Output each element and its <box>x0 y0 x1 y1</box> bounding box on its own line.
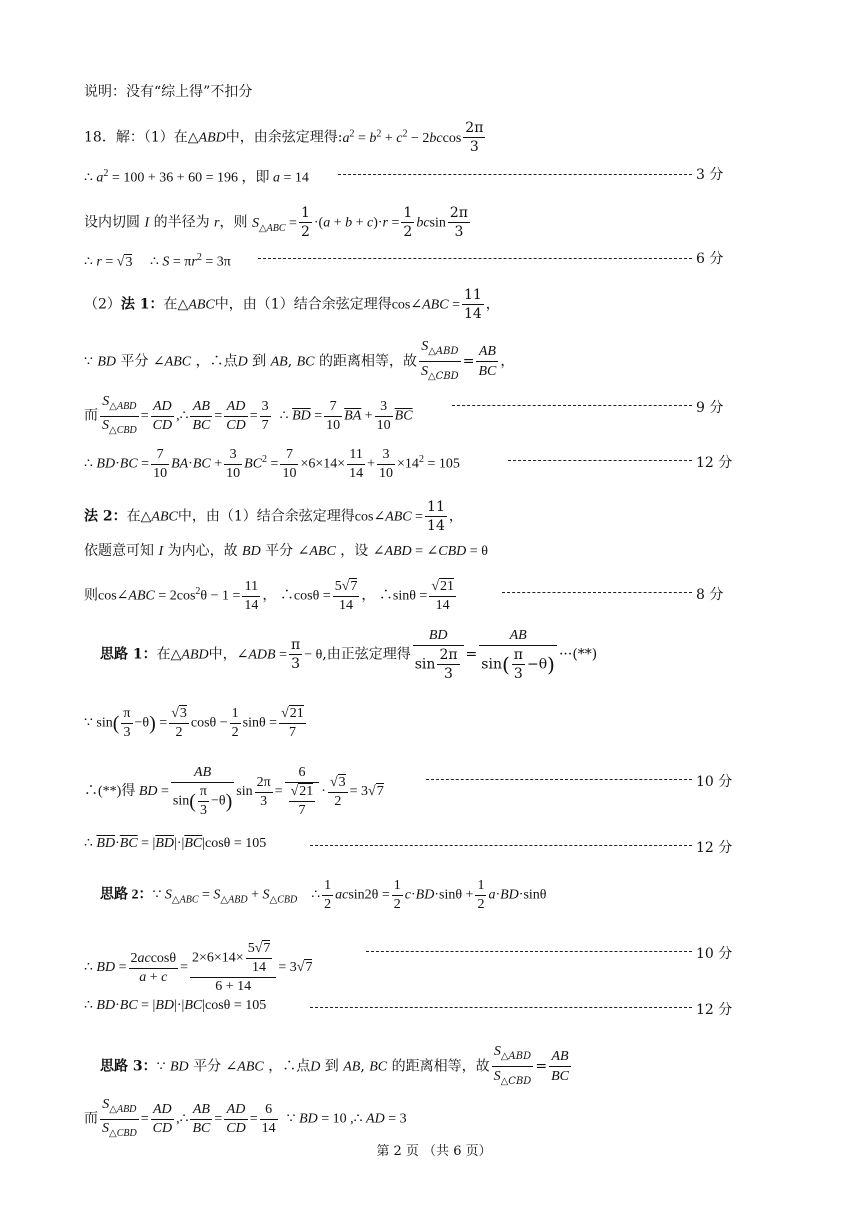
idea1-line2: ∵ sin( $\frac{\pi}{3}$ −θ) = $\frac{√3}{2}$ cosθ − $\frac{1}{2}$ sinθ = $\frac{√21}{7}$ <box>84 706 304 740</box>
score-12a: 12 分 <box>696 455 733 471</box>
score-12c: 12 分 <box>696 1002 733 1018</box>
score-6: 6 分 <box>696 251 724 267</box>
problem-label: 18．解： <box>84 129 144 146</box>
method2-line1: 法 2：在△ABC中，由（1）结合余弦定理得cos∠ABC = $\frac{11}{14}$ ， <box>84 499 463 534</box>
part2-line4: ∴ BD·BC = $\frac{7}{10}$ BA·BC + $\frac{3}{10}$ $BC^2$ = $\frac{7}{10}$ ×6×14× $\frac{11}{14}$ + $\frac{3}{10}$ $\times 14^2 = 105$ <box>84 447 460 481</box>
score-12b: 12 分 <box>696 840 733 856</box>
score-10b: 10 分 <box>696 946 733 962</box>
idea2-line2: ∴ BD = $\frac{2accos\theta}{a + c}$ = 2×6×14× $\frac{5√7}{14}$ 6 + 14 = 3√7 <box>84 941 313 994</box>
idea1-line1: 思路 1：在△ABD中，∠ADB = $\frac{\pi}{3}$ − θ,由正弦定理得 BD sin $\frac{2\pi}{3}$ = AB sin( $\frac{\pi}{3}$ −θ) ···(**) <box>100 628 598 682</box>
dash-3 <box>452 405 692 406</box>
dash-1 <box>338 174 692 175</box>
method2-line2: 依题意可知 I 为内心，故 BD 平分 ∠ABC ，设 ∠ABD = ∠CBD = θ <box>84 543 488 559</box>
score-10a: 10 分 <box>696 774 733 790</box>
idea2-line3: ∴ BD·BC = |BD|·|BC|cosθ = 105 <box>84 998 267 1013</box>
part2-line3: 而 $S_{\triangle ABD}$ $S_{\triangle CBD}$ = $\frac{AD}{CD}$ ,∴ $\frac{AB}{BC}$ = $\frac{AD}{CD}$ = $\frac{3}{7}$ ∴ $\overline{BD}$ = $\frac{7}{10}$ $\overline{BA}$ + $\frac{3}{10}$ $\overline{BC}$ <box>84 394 413 436</box>
dash-6 <box>426 779 692 780</box>
part1-line1: 18．解：（1）在△ABD中，由余弦定理得$:a^2 = b^2 + c^2 - 2bccos$ $\frac{2\pi}{3}$ <box>84 120 484 155</box>
idea1-line3: ∴(**)得 BD = AB sin( $\frac{\pi}{3}$ −θ) sin $\frac{2\pi}{3}$ = $\frac{6}{\frac{√21}{7}}$ · $\frac{√3}{2}$ = 3√7 <box>84 765 384 818</box>
dash-5 <box>502 592 692 593</box>
dash-2 <box>258 258 692 259</box>
page-footer: 第 2 页 （共 6 页） <box>376 1144 492 1159</box>
score-3: 3 分 <box>696 167 724 183</box>
part1-line2: ∴ $a^2 = 100 + 36 + 60 = 196$ ，即 a = 14 <box>84 168 309 186</box>
dash-7 <box>310 845 692 846</box>
score-8: 8 分 <box>696 587 724 603</box>
part1-line4: ∴ r = √3 ∴ $S = \pi r^2 = 3\pi$ <box>84 252 231 270</box>
scoring-note: 说明：没有“综上得”不扣分 <box>84 84 253 100</box>
part2-line1: （2）法 1：在△ABC中，由（1）结合余弦定理得cos∠ABC = $\frac{11}{14}$ ， <box>84 287 500 322</box>
dash-4 <box>508 460 692 461</box>
score-9: 9 分 <box>696 400 724 416</box>
dash-9 <box>310 1007 692 1008</box>
idea2-line1: 思路 2：∵ $S_{\triangle ABC} = S_{\triangle ABD} + S_{\triangle CBD}$ ∴ $\frac{1}{2}$ acsin2θ = $\frac{1}{2}$ c·BD·sinθ + $\frac{1}{2}$ a·BD·sinθ <box>100 878 547 912</box>
method2-line3: 则cos∠ABC = $2\cos^2\theta - 1$ = $\frac{11}{14}$ ， ∴cosθ = $\frac{5√7}{14}$ ， ∴sinθ = $\frac{√21}{14}$ <box>84 579 455 613</box>
idea3-line2: 而 $S_{\triangle ABD}$ $S_{\triangle CBD}$ = $\frac{AD}{CD}$ ,∴ $\frac{AB}{BC}$ = $\frac{AD}{CD}$ = $\frac{6}{14}$ ∵ BD = 10 ,∴ AD = 3 <box>84 1097 407 1139</box>
idea3-line1: 思路 3：∵ BD 平分 ∠ABC ，∴点D 到 AB, BC 的距离相等，故 $S_{\triangle ABD}$ $S_{\triangle CBD}$ = $\frac{AB}{BC}$ <box>100 1044 569 1087</box>
dash-8 <box>366 951 692 952</box>
idea1-line4: ∴ $\overline{BD}\cdot\overline{BC} = |\overline{BD}|\cdot|\overline{BC}|\cos\theta = 105$ <box>84 836 267 851</box>
part1-line3: 设内切圆 I 的半径为 r，则 $S_{\triangle ABC}$ = $\frac{1}{2}$ ·(a + b + c)·r = $\frac{1}{2}$ bcsin $\frac{2\pi}{3}$ <box>84 205 468 240</box>
part2-line2: ∵ BD 平分 ∠ABC ，∴点D 到 AB, BC 的距离相等，故 $S_{\triangle ABD}$ $S_{\triangle CBD}$ = $\frac{AB}{BC}$ ， <box>84 339 515 382</box>
